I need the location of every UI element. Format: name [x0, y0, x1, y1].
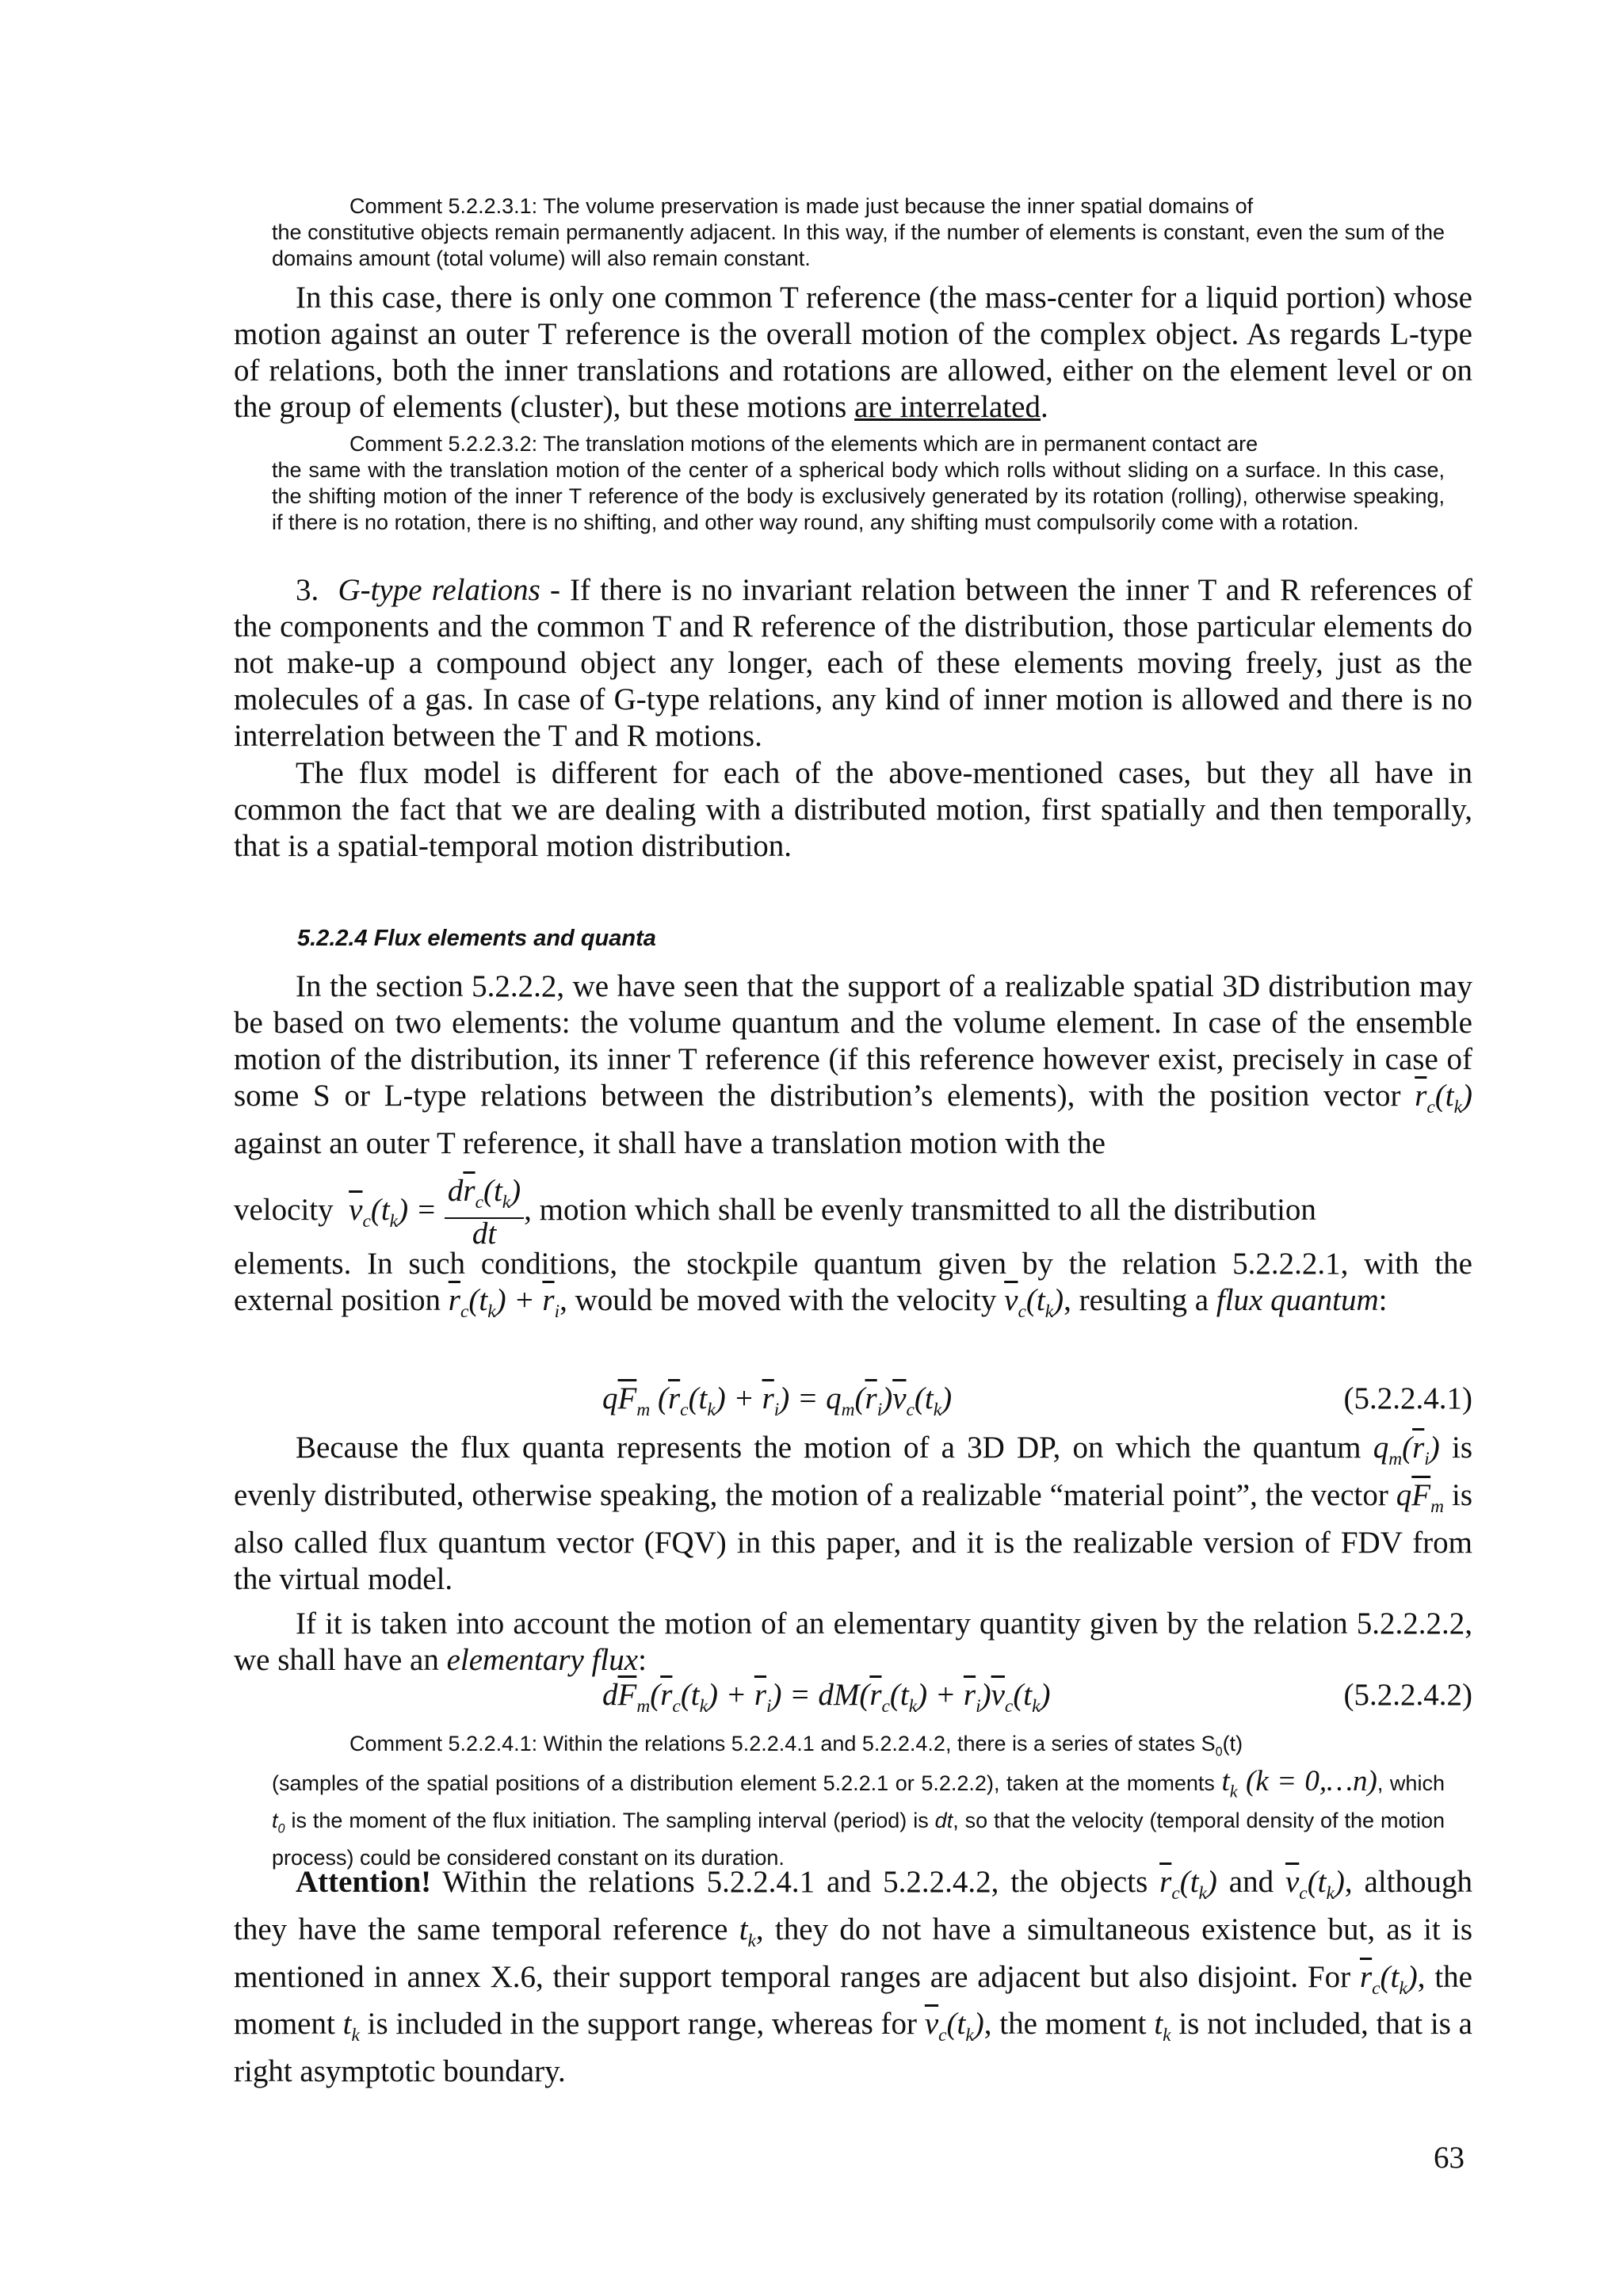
- term-flux-quantum: flux quantum: [1216, 1283, 1379, 1317]
- paragraph-text: - If there is no invariant relation between the inner T and R references of the components and the common T and R reference of the distribution, those particular elements do not make-up a compound object any longer, each of these elements moving freely, just as the molecules of a gas. In case of G-type relations, any kind of inner motion is allowed and there is no interrelation between the T and R motions.: [234, 573, 1472, 753]
- underlined-text: are interrelated: [854, 390, 1041, 424]
- text: , resulting a: [1064, 1283, 1216, 1317]
- math-rc-plus-ri: $\overline{r}_c(t_k) + \overline{r}_i$: [448, 1283, 560, 1322]
- text: Comment 5.2.2.4.1: Within the relations 5.2.2.4.1 and 5.2.2.4.2, there is a series of states S: [349, 1732, 1216, 1755]
- comment-rest: the same with the translation motion of the center of a spherical body which rolls without sliding on a surface. In this case, the shifting motion of the inner T reference of the body is exclusively generated by its rotation (rolling), otherwise speaking, if there is no rotation, there is no shifting, and other way round, any shifting must compulsorily come with a rotation.: [272, 458, 1445, 534]
- text: velocity: [234, 1192, 334, 1227]
- equation-5-2-2-4-1: $q\overline{F}_m$ $(\overline{r}_c(t_k) + \overline{r}_i) = q_m(\overline{r}_i)\overline{v}_c(t_k)$: [602, 1381, 953, 1420]
- paragraph-flux-quantum: [234, 1246, 1472, 1330]
- comment-5-2-2-3-1: [272, 193, 1445, 272]
- paragraph-l-type: [234, 280, 1472, 426]
- text: is the moment of the flux initiation. The sampling interval (period) is: [285, 1808, 935, 1832]
- math-qm-ri: $q_m(\overline{r}_i)$: [1373, 1431, 1440, 1469]
- text: , they do not have a simultaneous existence but, as it is mentioned in annex X.6, their support temporal ranges are adjacent but also disjoint. For: [234, 1912, 1473, 1994]
- math-tk-range: $t_k$ (k = 0,…n): [1221, 1765, 1377, 1801]
- paragraph-end: .: [1041, 390, 1048, 424]
- term-g-type: G-type relations: [338, 573, 540, 607]
- text: (samples of the spatial positions of a distribution element 5.2.2.1 or 5.2.2.2), taken at the moments: [272, 1771, 1215, 1796]
- math-vc-tk: $\overline{v}_c(t_k)$: [1285, 1865, 1345, 1904]
- equation-number: (5.2.2.4.2): [1343, 1678, 1472, 1712]
- equation-5-2-2-4-2: $d\overline{F}_m(\overline{r}_c(t_k) + \overline{r}_i) = dM(\overline{r}_c(t_k) + \overline{r}_i)\overline{v}_c(t_k)$: [602, 1678, 1051, 1717]
- paragraph-elementary-flux: [234, 1606, 1472, 1679]
- comment-lead: [272, 1729, 1445, 1767]
- section-heading: 5.2.2.4 Flux elements and quanta: [297, 926, 656, 951]
- paragraph-flux-quanta: [234, 1430, 1472, 1598]
- page-number: 63: [1434, 2141, 1465, 2175]
- text: , motion which shall be evenly transmitted to all the distribution: [524, 1192, 1316, 1227]
- text: and: [1216, 1865, 1285, 1899]
- text: is not included, that is a right asymptotic boundary.: [234, 2007, 1472, 2089]
- paragraph-text: The flux model is different for each of the above-mentioned cases, but they all have in common the fact that we are dealing with a distributed motion, first spatially and then temporally, that is a spatial-temporal motion distribution.: [234, 756, 1472, 863]
- paragraph-velocity-line: [234, 1176, 1472, 1249]
- list-number: 3.: [296, 573, 319, 607]
- comment-5-2-2-3-2: [272, 431, 1445, 536]
- math-tk: $t_k$: [1154, 2007, 1171, 2046]
- text: dt: [934, 1808, 953, 1832]
- text: , the moment: [983, 2007, 1155, 2042]
- math-qFm: $q\overline{F}_m$: [1396, 1477, 1445, 1517]
- comment-rest: the constitutive objects remain permanently adjacent. In this way, if the number of elements is constant, even the sum of the domains amount (total volume) will also remain constant.: [272, 220, 1445, 270]
- math-tk: $t_k$: [739, 1912, 756, 1951]
- text: Because the flux quanta represents the motion of a 3D DP, on which the quantum: [296, 1431, 1373, 1465]
- math-rc-tk: $\overline{r}_c(t_k)$: [1359, 1959, 1418, 1999]
- text: is included in the support range, whereas for: [359, 2007, 925, 2042]
- math-vc-tk: $\overline{v}_c(t_k)$: [1004, 1283, 1064, 1322]
- text: t: [272, 1808, 278, 1832]
- text: , although they have the same temporal reference: [234, 1865, 1473, 1946]
- text: , so that the velocity (temporal density of the motion process) could be considered constant on its duration.: [272, 1808, 1445, 1870]
- text: , the moment: [234, 1959, 1472, 2042]
- math-vc-tk: $\overline{v}_c(t_k)$: [924, 2007, 984, 2046]
- text: If it is taken into account the motion of an elementary quantity given by the relation 5.2.2.2.2, we shall have an: [234, 1606, 1472, 1677]
- text: :: [638, 1643, 647, 1677]
- comment-lead: Comment 5.2.2.3.1: The volume preservation is made just because the inner spatial domains of: [349, 194, 1254, 218]
- paragraph-g-type: [234, 572, 1472, 755]
- text: elements. In such conditions, the stockpile quantum given by the relation 5.2.2.2.1, with the external position: [234, 1247, 1472, 1317]
- text: Within the relations 5.2.2.4.1 and 5.2.2.4.2, the objects: [431, 1865, 1160, 1899]
- paragraph-text: In this case, there is only one common T reference (the mass-center for a liquid portion) whose motion against an outer T reference is the overall motion of the complex object. As regards L-type of relations, both the inner translations and rotations are allowed, either on the element level or on the group of elements (cluster), but these motions: [234, 281, 1472, 424]
- paragraph-flux-model: [234, 755, 1472, 865]
- math-vc-def: $\overline{v}_c(t_k)$ = $\frac{d\overline{r}_c(t_k)}{dt}$: [349, 1193, 524, 1227]
- text: , which: [1377, 1771, 1445, 1796]
- paragraph-flux-elements: [234, 968, 1472, 1162]
- term-elementary-flux: elementary flux: [446, 1643, 639, 1677]
- text: is also called flux quantum vector (FQV) in this paper, and it is the realizable version of FDV from the virtual model.: [234, 1477, 1472, 1596]
- text: :: [1378, 1283, 1388, 1317]
- text: (t): [1222, 1732, 1243, 1755]
- comment-lead: Comment 5.2.2.3.2: The translation motions of the elements which are in permanent contact are: [349, 432, 1258, 456]
- paragraph-attention: [234, 1864, 1472, 2090]
- math-rc-tk: $\overline{r}_c(t_k)$: [1415, 1079, 1472, 1117]
- text: against an outer T reference, it shall have a translation motion with the: [234, 1125, 1106, 1160]
- text: In the section 5.2.2.2, we have seen that the support of a realizable spatial 3D distribution may be based on two elements: the volume quantum and the volume element. In case of the ensemble motion of the distribution, its inner T reference (if this reference however exist, precisely in case of some S or L-type relations between the distribution’s elements), with the position vector: [234, 969, 1472, 1113]
- comment-5-2-2-4-1: [272, 1729, 1445, 1873]
- subscript: 0: [277, 1821, 285, 1836]
- math-tk: $t_k$: [342, 2007, 360, 2046]
- math-rc-tk: $\overline{r}_c(t_k)$: [1159, 1865, 1217, 1904]
- text: is evenly distributed, otherwise speaking, the motion of a realizable “material point”, the vector: [234, 1431, 1473, 1512]
- attention-label: Attention!: [296, 1865, 432, 1899]
- equation-number: (5.2.2.4.1): [1343, 1381, 1472, 1415]
- subscript: 0: [1215, 1744, 1223, 1759]
- text: , would be moved with the velocity: [559, 1283, 1005, 1317]
